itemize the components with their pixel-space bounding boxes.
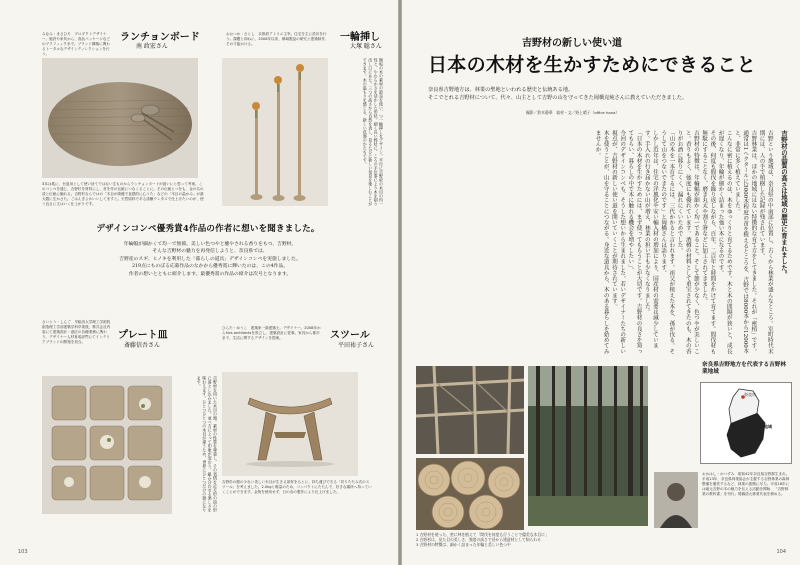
article-title: 日本の木材を生かすためにできること — [428, 54, 757, 76]
body-paragraph: こんなに密に植えるのは、木をゆっくりと育てるためです。木と木の間隔が狭いと、成長が遅くなり、年輪が細かく詰まった強い木になるのです。 — [717, 130, 732, 354]
right-page — [402, 0, 800, 565]
stool-author: 平田祐子さん — [338, 342, 375, 349]
map-label-city: 奈良市 — [744, 392, 756, 397]
interviewee-profile: おかはし・かつずみ 昭和42年奈良県吉野郡生まれ。平成13年、奈良県林業協会が主催する吉野林業の森林整備を運営するなど、林業の振興に尽力。平成18年には地元吉野の木の魅力を伝える活動を開始、「吉野林業の教科書」を刊行。岡橋清元林業代表を務める。 — [702, 472, 790, 496]
contest-intro — [60, 241, 360, 278]
vase-profile: おおつか・さとし 京都府アトリエ主宰。住宅を主に設計を行う。課題と即ねに、2008年以来、郷域製品の研究と建築制作、その才能かける。 — [226, 32, 329, 46]
lunch-board-photo — [42, 58, 198, 178]
lunch-title: ランチョンボード — [120, 32, 200, 43]
stool-photo — [222, 372, 358, 476]
contest-line: 作者の想いとともに紹介します。最優秀賞の作品の紹介は次号となります。 — [128, 271, 292, 277]
contest-line: 年輪幅が細かくて均一で無節。美しい色つやと癒やされる香りをもつ、吉野材。 — [123, 242, 297, 247]
contest-heading: デザインコンペ優秀賞4作品の作者に想いを聞きました。 — [96, 224, 320, 234]
log-ends-photo — [416, 458, 524, 530]
plate-author: 斎藤信吾さん — [124, 342, 161, 349]
article-body — [416, 130, 788, 356]
body-paragraph: 「山の木を一本育てるには、三代かかると言われます。祖父が植えた木を、孫が伐る。そうして山をつないできたのです」と岡橋さんは語ります。 — [660, 130, 675, 354]
plate-caption: 吉野材を用いた木目の器。素材の性質を尊重し、その表情を正方形の皿の形に落とし込みました。並べ方によって印象が変わり、組み合わせる楽しさを味わえます。ひとつひとつの木目が違うため、世界にひとつだけの器になります。 — [196, 376, 218, 512]
stool-caption: 吉野杉の節の少ない美しい木目が生きる部材をもとに、持ち運びできる「折りたたみ式のスツール」を考えました。2.0kgと軽量のため、コンパクトにたたんで、好きな場所へ持っていくことができます。金物を使用せず、日の出の製作により仕上げました。 — [222, 480, 372, 494]
body-paragraph: 今回のデザインコンペも、そうした想いから生まれました。若いデザイナーたちの新しい視点が、吉野材の新しい使い道を開いていくことが期待されています。 — [610, 130, 626, 354]
timber-frame-photo — [416, 366, 524, 454]
vase-author: 大塚 聡さん — [350, 43, 382, 50]
body-paragraph: その後、何度も間伐を繰り返しながら、百年、二百年と時間をかけて育てます。間伐材も無駄にすることなく、磨き丸太や割り箸などに加工されてきました。 — [701, 130, 716, 354]
body-paragraph: しかし近年は、住宅の洋風化や安い輸入材の増加により、国産材の需要は減少しています。手入れの行き届かない山が増え、林業の担い手も少なくなりました。 — [643, 130, 658, 349]
article-kicker: 吉野材の新しい使い道 — [522, 38, 622, 49]
vase-caption: 無垢の木の素材の最良を使い、つ一輪挿しをデザイン。平行に吉野杉の木目の均一性と、やわらかさを活かした形状。細く長い棒状に、ころの手仕事により木を削り出し口にあた。三つの高さから自然を表し、見るたびに新しい発見を楽しむことができます。木の温もりを感じる、新しい花器のかたちです。 — [362, 58, 384, 206]
body-paragraph: 吉野材の特徴は、年輪幅が細かく均一であること。そして節が少なく、色つやが美しいこと。香りもよく、強度にも優れています。酒樽の材料として重宝されてきたのも、木の香りがお酒に移りにくく、漏れにくいためでした。 — [676, 130, 699, 354]
lunch-author: 南 政宏さん — [136, 43, 168, 50]
article-lead — [428, 86, 788, 102]
stool-title: スツール — [330, 330, 370, 341]
body-paragraph: 「日本の木材を生かすためには、まず使ってもらうことが大切です。吉野材の良さを知ってもらい、暮らしの中で木に触れる機会を増やしたい」。 — [627, 130, 642, 354]
page-number-left: 103 — [18, 549, 28, 555]
vase-photo — [222, 58, 328, 206]
map-caption: 奈良県吉野地方を代表する吉野林業地域 — [702, 362, 786, 376]
page-number-right: 104 — [776, 549, 786, 555]
plate-title: プレート皿 — [118, 330, 168, 341]
lunch-caption: 3本は匙に、台皿用として使い捨てではない生ものからランチョンボードが誕いにと思って考案。このコンペを通じ、吉野杉を材料にし、首を作の伝統につなくることに。その伝統とつをも、金の名の漆と伝統に触れる。吉野杉ならではの「木目が綺麗で直感的に心うた」などの「木目の温かみ」が最大限に生かさた。ごはんぎよかいいしてますと。天然原料である漆醸ウレタスで仕上げたいのが、使う良さに丈はいく仕上がりです。 — [42, 182, 204, 206]
forest-photo — [528, 366, 648, 526]
photo-caption: 1 吉野材を使った、密に林を植えて「間伐を何度も行うことで優美な木目に」 — [416, 532, 549, 537]
lead-line: 奈良県吉野地方は、林業の聖地といわれる歴史と伝統ある地。 — [428, 87, 574, 93]
map-label-region: 吉野林業地域 — [748, 424, 772, 429]
article-byline: 撮影／鈴木静華 取材・文／野上晴子（office hana） — [526, 110, 620, 115]
body-paragraph: 吉野という地域は、奈良県の中南部に位置し、古くから林業が盛んなところ。室町時代末期には、人の手で植樹した記録が残されています。 — [758, 130, 773, 354]
plate-photo — [42, 376, 172, 514]
photo-captions — [416, 532, 648, 547]
lunch-profile: みなみ・まさひろ プロダクトデザイナー。施設や家具から、食品パッケージなどのグラフィックまで。ブランド構築に関わるトータルなデザインディレクションを行う。 — [42, 32, 111, 56]
photo-caption: 3 吉野材の特徴は、細かく詰まった年輪と美しい色つや — [416, 542, 511, 547]
vase-title: 一輪挿し — [340, 32, 380, 43]
contest-line: 吉野産のスギ、ヒノキを利用した「暮らしの道具」デザインコンペを実施しました。 — [119, 256, 301, 262]
body-paragraph: 吉野林業は、ほかの地域にはない特徴的な育て方をしてきました。それが「密植」です。通常は1ヘクタールに3000本程度の苗を植えるところを、吉野では8000本から12000本と、非常に多く植えていました。 — [733, 130, 757, 354]
plate-profile: さいとう・しんご 早稲田大学理工学術院創造理工学部建築学科卒業後、株式会社内装にて建築設計・意匠の各種業務に携わり、デザイナー人材育成部門にてインテリアブランドの開発を担当。 — [42, 320, 111, 344]
body-heading: 吉野材の品質の高さは地域の歴史に育まれました。 — [780, 130, 788, 278]
lead-line: そこでとれる吉野材について、代々、山主として吉野の山を守ってきた岡橋克純さんに教えていただきました。 — [428, 95, 688, 101]
stool-profile: ひらた・ゆうこ 建築家一級建築士。デザイナー。2008年からhira architectsを設立し、建築設計に従事。家具から都市まで、生活に関するデザインを提案。 — [222, 326, 321, 340]
photo-caption: 2 吉野杉は、見た目の美しさ、強度の高さで昔から建造材として知られる — [416, 537, 541, 542]
body-paragraph: 木を使うことが、山を守ることにつながる。身近な道具から、木のある暮らしを始めてみませんか。 — [594, 130, 609, 354]
portrait-photo — [654, 472, 698, 528]
left-page — [0, 0, 398, 565]
contest-line: 219点にものぼる応募作品のなかから優秀賞に輝いたのは、この4作品。 — [131, 264, 289, 270]
contest-line: そんな吉野材の魅力を再発信しようと、奈良県では、 — [152, 249, 268, 255]
